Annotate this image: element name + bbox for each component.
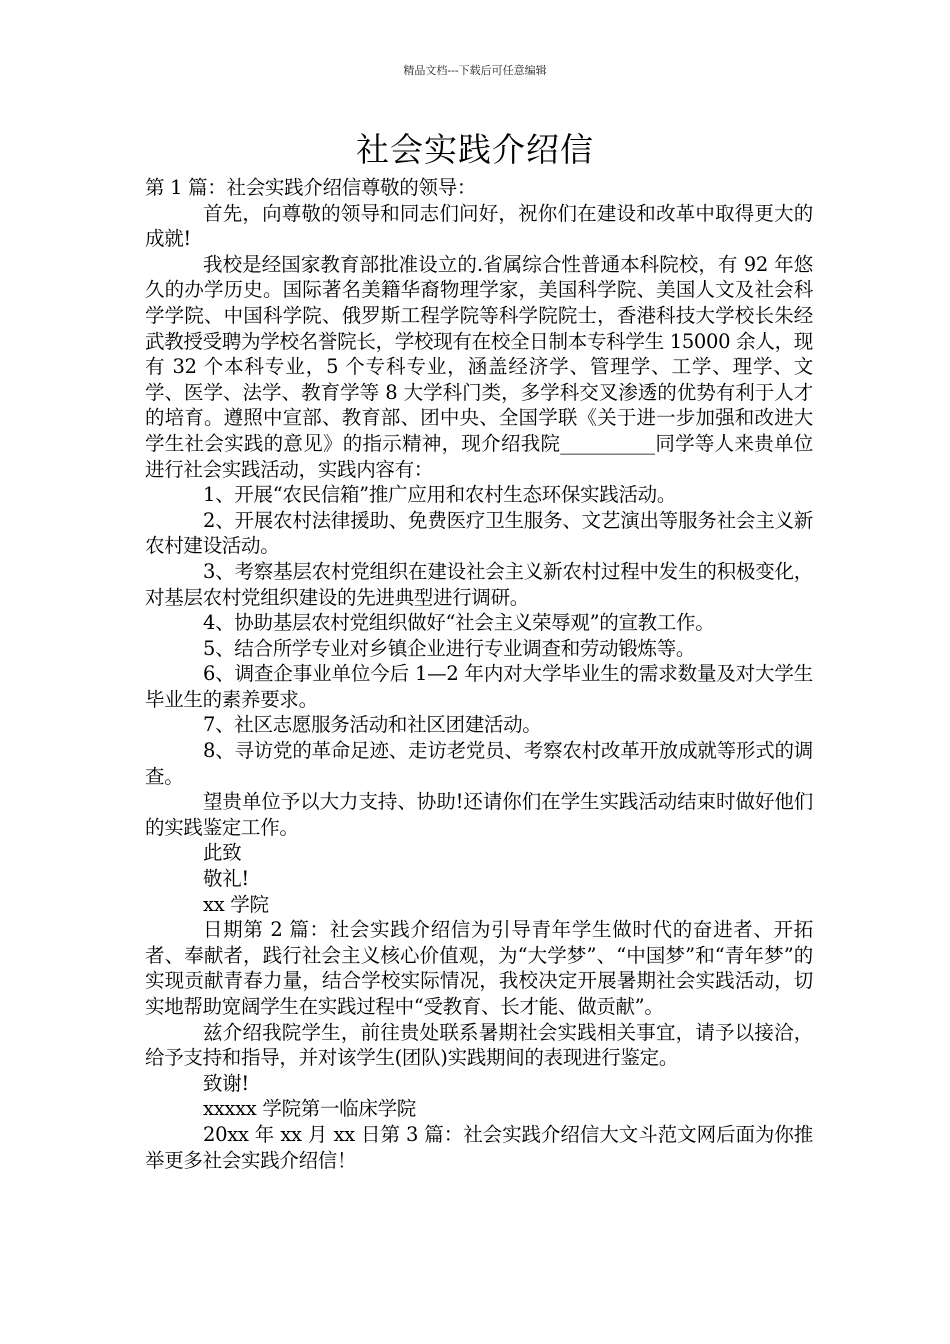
paragraph-11: 望贵单位予以大力支持、协助!还请你们在学生实践活动结束时做好他们的实践鉴定工作。 bbox=[145, 790, 813, 839]
document-title: 社会实践介绍信 bbox=[356, 130, 594, 169]
paragraph-6: 4、协助基层农村党组织做好“社会主义荣辱观”的宣教工作。 bbox=[203, 611, 715, 635]
paragraph-3: 1、开展“农民信箱”推广应用和农村生态环保实践活动。 bbox=[203, 483, 677, 507]
paragraph-1: 首先，向尊敬的领导和同志们问好，祝你们在建设和改革中取得更大的成就! bbox=[145, 201, 813, 251]
paragraph-2: 我校是经国家教育部批准设立的.省属综合性普通本科院校，有 92 年悠久的办学历史。国际著名美籍华裔物理学家，美国科学院、美国人文及社会科学学院、中国科学院、俄罗斯工程学院等科学院院士，香港科技大学校长朱经武教授受聘为学校名誉院长，学校现有在校全日制本专科学生 15000 余人，现有 32 个本科专业，5 个专科专业，涵盖经济学、管理学、工学、理学、文学、医学、法学、教育学等 8 大学科门类，多学科交叉渗透的优势有利于人才的培育。遵照中宣部、教育部、团中央、全国学联《关于进一步加强和改进大学生社会实践的意见》的指示精神，现介绍我院__________同学等人来贵单位进行社会实践活动，实践内容有： bbox=[145, 252, 813, 481]
paragraph-13: 敬礼! bbox=[203, 867, 249, 891]
paragraph-12: 此致 bbox=[203, 841, 242, 865]
paragraph-5: 3、考察基层农村党组织在建设社会主义新农村过程中发生的积极变化，对基层农村党组织建设的先进典型进行调研。 bbox=[145, 559, 813, 609]
paragraph-15: 日期第 2 篇：社会实践介绍信为引导青年学生做时代的奋进者、开拓者、奉献者，践行社会主义核心价值观，为“大学梦”、“中国梦”和“青年梦”的实现贡献青春力量，结合学校实际情况，我校决定开展暑期社会实践活动，切实地帮助宽阔学生在实践过程中“受教育、长才能、做贡献”。 bbox=[145, 918, 813, 1018]
paragraph-4: 2、开展农村法律援助、免费医疗卫生服务、文艺演出等服务社会主义新农村建设活动。 bbox=[145, 508, 813, 558]
paragraph-0: 第 1 篇：社会实践介绍信尊敬的领导： bbox=[145, 176, 477, 199]
paragraph-17: 致谢! bbox=[203, 1071, 249, 1095]
page-header-watermark: 精品文档---下载后可任意编辑 bbox=[403, 64, 547, 77]
paragraph-14: xx 学院 bbox=[203, 892, 269, 916]
paragraph-9: 7、社区志愿服务活动和社区团建活动。 bbox=[203, 713, 542, 737]
paragraph-8: 6、调查企事业单位今后 1—2 年内对大学毕业生的需求数量及对大学生毕业生的素养要求。 bbox=[145, 662, 813, 711]
paragraph-10: 8、寻访党的革命足迹、走访老党员、考察农村改革开放成就等形式的调查。 bbox=[145, 739, 813, 788]
paragraph-7: 5、结合所学专业对乡镇企业进行专业调查和劳动锻炼等。 bbox=[203, 636, 696, 660]
paragraph-19: 20xx 年 xx 月 xx 日第 3 篇：社会实践介绍信大文斗范文网后面为你推举更多社会实践介绍信！ bbox=[145, 1122, 813, 1172]
paragraph-16: 兹介绍我院学生，前往贵处联系暑期社会实践相关事宜，请予以接洽，给予支持和指导，并对该学生(团队)实践期间的表现进行鉴定。 bbox=[145, 1020, 813, 1070]
document-body bbox=[145, 175, 813, 1173]
paragraph-18: xxxxx 学院第一临床学院 bbox=[203, 1097, 416, 1121]
